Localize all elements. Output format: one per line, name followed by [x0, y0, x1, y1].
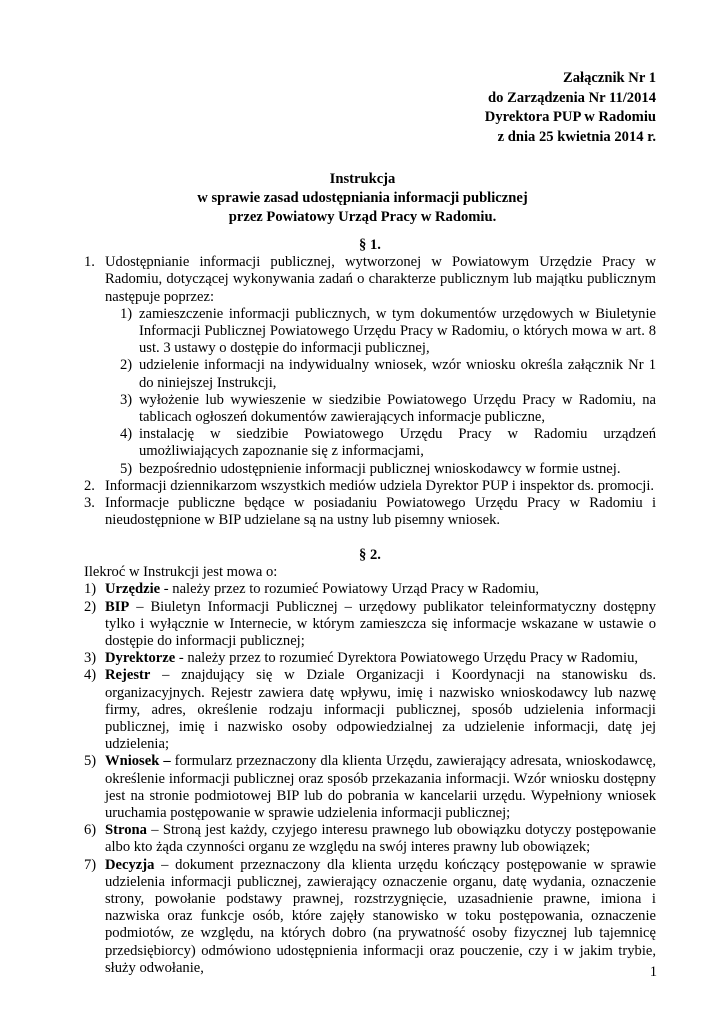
title-line: Instrukcja — [329, 171, 396, 187]
item-number: 4) — [120, 426, 133, 443]
paragraph-number: 3. — [84, 495, 95, 512]
title-line: w sprawie zasad udostępniania informacji publicznej — [197, 190, 528, 206]
list-item — [84, 426, 656, 460]
definition-term: Rejestr — [105, 667, 151, 684]
definition-text: – Stroną jest każdy, czyjego interesu prawnego lub obowiązku dotyczy postępowanie albo kto żąda czynności organu ze względu na swój interes prawny lub obowiązek; — [105, 822, 656, 856]
item-number: 3) — [84, 650, 97, 667]
annex-line: Załącznik Nr 1 — [563, 70, 656, 86]
spacer — [84, 529, 656, 547]
paragraph-number: 1. — [84, 254, 95, 271]
item-text: instalację w siedzibie Powiatowego Urzędu Pracy w Radomiu urządzeń umożliwiających zapoznanie się z informacjami, — [139, 426, 656, 460]
section-intro: Ilekroć w Instrukcji jest mowa o: — [84, 564, 278, 581]
paragraph-text: Udostępnianie informacji publicznej, wytworzonej w Powiatowym Urzędzie Pracy w Radomiu, dotyczącej wykonywania zadań o charakterze publicznym lub majątku publicznym następuje poprzez: — [105, 254, 656, 305]
definition-item — [84, 650, 656, 667]
item-number: 2) — [120, 357, 133, 374]
definition-text: - należy przez to rozumieć Powiatowy Urząd Pracy w Radomiu, — [160, 581, 540, 598]
definition-item — [84, 857, 656, 977]
definition-term: Dyrektorze — [105, 650, 176, 667]
definition-text: – dokument przeznaczony dla klienta urzędu kończący postępowanie w sprawie udzielenia informacji publicznej, zawierający oznaczenie organu, datę wydania, oznaczenie strony, powołanie podstawy prawnej, rozstrzygnięcie, uzasadnienie prawne, imiona i nazwiska oraz funkcje osób, które zajęły stanowisko w toku postępowania, oznaczenie podmiotów, ze względu, na których dobro (na prywatność osoby fizycznej lub tajemnicę przedsiębiorcy) odmówiono udostępnienia informacji oraz pouczenie, czy i w jakim trybie, służy odwołanie, — [105, 856, 656, 976]
item-number: 5) — [120, 460, 133, 477]
definition-term: BIP — [105, 598, 130, 615]
list-item — [84, 306, 656, 358]
definition-text: – Biuletyn Informacji Publicznej – urzędowy publikator teleinformatyczny dostępny tylko i wyłącznie w Internecie, w którym zamieszcza się informacje wskazane w ustawie o dostępie do informacji publicznej; — [105, 598, 656, 649]
list-item — [84, 392, 656, 426]
definition-text: formularz przeznaczony dla klienta Urzędu, zawierający adresata, wnioskodawcę, określenie informacji publicznej oraz sposób przekazania informacji. Wzór wniosku dostępny jest na stronie podmiotowej BIP lub do pobrania w kancelarii urzędu. Wypełniony wniosek uruchamia postępowanie w sprawie udzielenia informacji publicznej; — [105, 753, 656, 821]
item-number: 6) — [84, 822, 97, 839]
item-number: 5) — [84, 753, 97, 770]
page-number: 1 — [649, 964, 657, 980]
definition-item — [84, 667, 656, 753]
section-heading: § 2. — [359, 546, 381, 563]
annex-header — [485, 69, 656, 147]
item-number: 7) — [84, 856, 97, 873]
definition-term: Urzędzie — [105, 581, 161, 598]
annex-line: Dyrektora PUP w Radomiu — [484, 109, 656, 125]
definition-text: - należy przez to rozumieć Dyrektora Powiatowego Urzędu Pracy w Radomiu, — [175, 650, 639, 667]
item-number: 1) — [120, 305, 133, 322]
item-number: 4) — [84, 667, 97, 684]
item-text: zamieszczenie informacji publicznych, w tym dokumentów urzędowych w Biuletynie Informacji Publicznej Powiatowego Urzędu Pracy w Radomiu, o których mowa w art. 8 ust. 3 ustawy o dostępie do informacji publicznej, — [139, 305, 656, 357]
document-title — [0, 170, 725, 227]
paragraph — [84, 495, 656, 529]
annex-line: do Zarządzenia Nr 11/2014 — [488, 89, 656, 106]
document-body — [84, 237, 656, 977]
item-text: bezpośrednio udostępnienie informacji publicznej wnioskodawcy w formie ustnej. — [139, 460, 621, 477]
definition-text: – znajdujący się w Dziale Organizacji i Koordynacji na stanowisku ds. organizacyjnych. Rejestr zawiera datę wpływu, imię i nazwisko wnioskodawcy lub nazwę firmy, adres, określenie rodzaju informacji publicznej, sposób udzielenia informacji publicznej, imię i nazwisko osoby odpowiedzialnej za udzielenie informacji, datę jej udzielenia; — [105, 667, 656, 753]
paragraph-text: Informacje publiczne będące w posiadaniu Powiatowego Urzędu Pracy w Radomiu i nieudostępnione w BIP udzielane są na ustny lub pisemny wniosek. — [105, 495, 656, 529]
item-text: udzielenie informacji na indywidualny wniosek, wzór wniosku określa załącznik Nr 1 do niniejszej Instrukcji, — [139, 357, 656, 391]
annex-line: z dnia 25 kwietnia 2014 r. — [497, 128, 656, 145]
item-number: 2) — [84, 598, 97, 615]
item-number: 3) — [120, 391, 133, 408]
list-item — [84, 357, 656, 391]
paragraph-text: Informacji dziennikarzom wszystkich mediów udziela Dyrektor PUP i inspektor ds. promocji. — [105, 477, 655, 494]
item-number: 1) — [84, 581, 97, 598]
section-heading: § 1. — [359, 237, 381, 253]
title-line: przez Powiatowy Urząd Pracy w Radomiu. — [228, 209, 497, 225]
definition-item — [84, 753, 656, 822]
paragraph — [84, 478, 656, 495]
paragraph — [84, 254, 656, 306]
paragraph-number: 2. — [84, 477, 95, 494]
definition-term: Wniosek – — [105, 753, 171, 770]
definition-term: Strona — [105, 822, 147, 839]
definition-item — [84, 822, 656, 856]
list-item — [84, 461, 656, 478]
definition-item — [84, 581, 656, 598]
definition-term: Decyzja — [105, 856, 155, 873]
item-text: wyłożenie lub wywieszenie w siedzibie Powiatowego Urzędu Pracy w Radomiu, na tablicach ogłoszeń dokumentów zawierających informacje publiczne, — [139, 391, 656, 426]
definition-item — [84, 599, 656, 651]
